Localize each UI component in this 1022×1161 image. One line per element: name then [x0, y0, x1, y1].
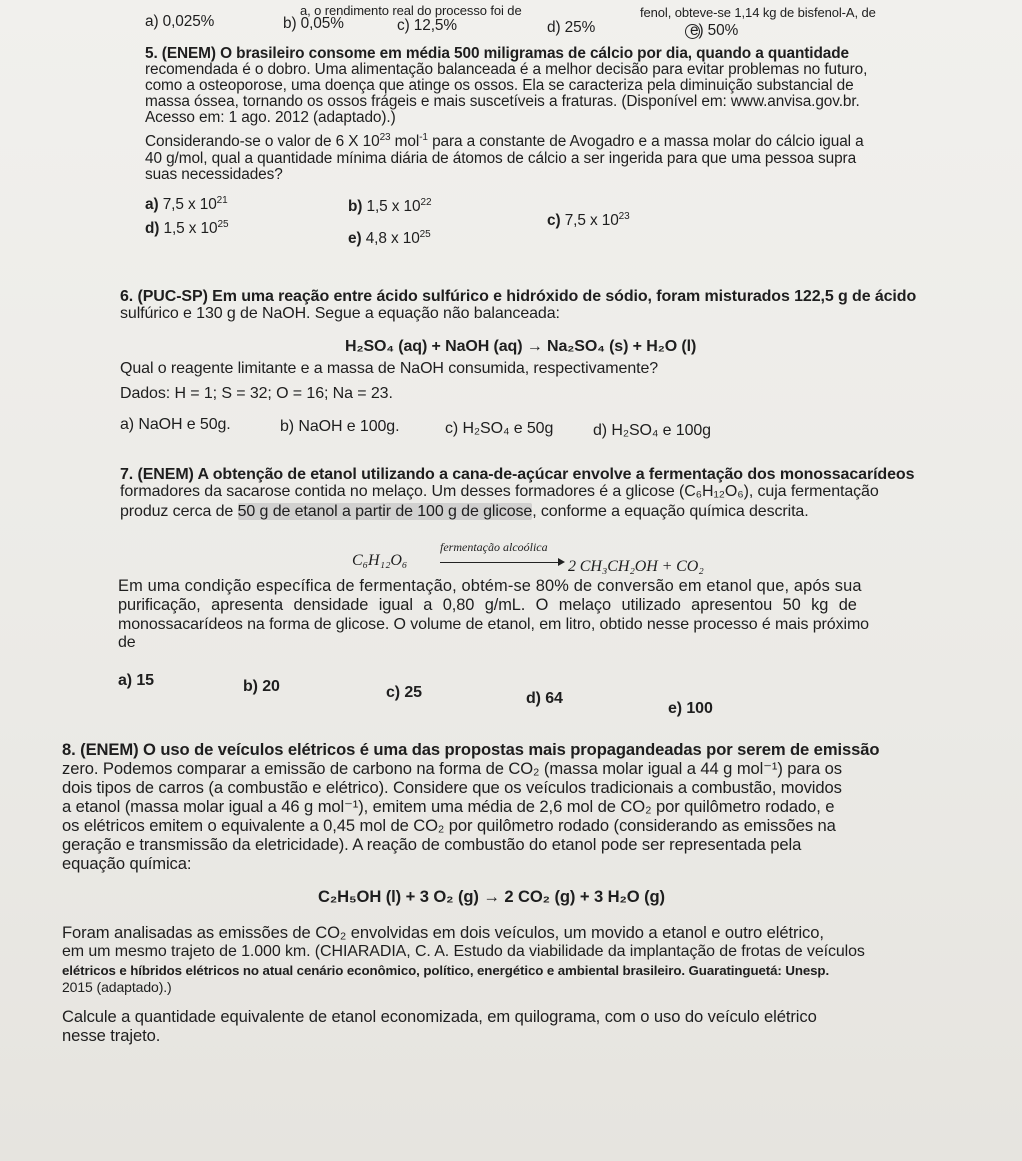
q7-eq-arrowhead: [558, 558, 565, 566]
q5-line-5: Acesso em: 1 ago. 2012 (adaptado).): [145, 109, 396, 126]
prev-option-e: e) 50%: [690, 22, 739, 39]
q5-line-3: como a osteoporose, uma doença que atinge os ossos. Ela se caracteriza pela diminuição substancial de: [145, 77, 854, 94]
q5-line-8: suas necessidades?: [145, 166, 283, 183]
q5-option-a: a) 7,5 x $10^{21}$: [145, 194, 228, 213]
q5-option-e: e) 4,8 x $10^{25}$: [348, 228, 431, 247]
q6-question: Qual o reagente limitante e a massa de NaOH consumida, respectivamente?: [120, 360, 659, 377]
q7-option-b: b) 20: [243, 678, 280, 695]
q8-line-4: a etanol (massa molar igual a 46 g mol⁻¹), emitem uma média de 2,6 mol de CO₂ por quilômetro rodado, e: [62, 797, 835, 816]
q6-option-a: a) NaOH e 50g.: [120, 416, 231, 433]
q7-line-4: Em uma condição específica de fermentação, obtém-se 80% de conversão em etanol que, após sua: [118, 577, 862, 595]
prev-option-c: c) 12,5%: [397, 17, 457, 34]
q5-line-7: 40 g/mol, qual a quantidade mínima diária de átomos de cálcio a ser ingerida para que uma pessoa supra: [145, 150, 857, 167]
previous-question-fragment-right: fenol, obteve-se 1,14 kg de bisfenol-A, de: [640, 5, 876, 20]
q7-eq-arrow-label: fermentação alcoólica: [440, 540, 548, 554]
q7-option-e: e) 100: [668, 700, 713, 717]
q6-option-c: c) H₂SO₄ e 50g: [445, 420, 554, 437]
q5-line-2: recomendada é o dobro. Uma alimentação balanceada é a melhor decisão para evitar problemas no futuro,: [145, 61, 868, 78]
q6-line-2: sulfúrico e 130 g de NaOH. Segue a equação não balanceada:: [120, 305, 560, 322]
q7-highlight: 50 g de etanol a partir de 100 g de glicose: [237, 503, 533, 520]
q7-eq-right: 2 CH₃CH₂OH + CO₂: [568, 558, 704, 575]
previous-question-fragment: a, o rendimento real do processo foi de: [300, 3, 522, 18]
q8-line-6: geração e transmissão da eletricidade). A reação de combustão do etanol pode ser representada pela: [62, 835, 802, 854]
q5-option-b: b) 1,5 x $10^{22}$: [348, 196, 432, 215]
q7-line-6: monossacarídeos na forma de glicose. O volume de etanol, em litro, obtido nesse processo é mais próximo: [118, 616, 869, 633]
q8-line-5: os elétricos emitem o equivalente a 0,45 mol de CO₂ por quilômetro rodado (considerando as emissões na: [62, 816, 836, 835]
q7-line-7: de: [118, 634, 136, 651]
answer-mark-circle: [685, 24, 700, 39]
q5-line-1: 5. (ENEM) O brasileiro consome em média 500 miligramas de cálcio por dia, quando a quantidade: [145, 45, 849, 62]
q5-avogadro-line: Considerando-se o valor de 6 X $10^{23}$ mol$^{-1}$ para a constante de Avogadro e a massa molar do cálcio igual a: [145, 131, 864, 150]
q7-line-5: purificação, apresenta densidade igual a 0,80 g/mL. O melaço utilizado apresentou 50 kg de: [118, 596, 857, 614]
q7-option-c: c) 25: [386, 684, 422, 701]
q7-option-d: d) 64: [526, 690, 563, 707]
prev-option-d: d) 25%: [547, 19, 596, 36]
q6-line-1: 6. (PUC-SP) Em uma reação entre ácido sulfúrico e hidróxido de sódio, foram misturados 122,5 g de ácido: [120, 288, 917, 305]
q7-option-a: a) 15: [118, 672, 154, 689]
q5-line-4: massa óssea, tornando os ossos frágeis e mais suscetíveis a fraturas. (Disponível em: www.anvisa.gov.br.: [145, 93, 860, 110]
q8-line-7: equação química:: [62, 854, 192, 873]
q8-line-1: 8. (ENEM) O uso de veículos elétricos é uma das propostas mais propagandeadas por serem de emissão: [62, 740, 880, 759]
q6-option-d: d) H₂SO₄ e 100g: [593, 422, 711, 439]
q6-equation: H₂SO₄ (aq) + NaOH (aq) → Na₂SO₄ (s) + H₂O (l): [345, 338, 697, 355]
prev-option-b: b) 0,05%: [283, 15, 344, 32]
q8-line-13: nesse trajeto.: [62, 1026, 161, 1045]
q8-line-12: Calcule a quantidade equivalente de etanol economizada, em quilograma, com o uso do veículo elétrico: [62, 1007, 817, 1026]
q8-line-10: elétricos e híbridos elétricos no atual cenário econômico, político, energético e ambiental brasileiro. Guaratinguetá: Unesp.: [62, 963, 830, 978]
q7-line-3: produz cerca de 50 g de etanol a partir de 100 g de glicose, conforme a equação química descrita.: [120, 503, 809, 520]
q8-line-9: em um mesmo trajeto de 1.000 km. (CHIARADIA, C. A. Estudo da viabilidade da implantação de frotas de veículos: [62, 943, 865, 960]
q8-equation: C₂H₅OH (l) + 3 O₂ (g) → 2 CO₂ (g) + 3 H₂O (g): [318, 887, 665, 906]
prev-option-a: a) 0,025%: [145, 13, 215, 30]
q6-dados: Dados: H = 1; S = 32; O = 16; Na = 23.: [120, 385, 393, 402]
q7-line-2: formadores da sacarose contida no melaço. Um desses formadores é a glicose (C₆H₁₂O₆), cuja fermentação: [120, 483, 879, 500]
q8-line-2: zero. Podemos comparar a emissão de carbono na forma de CO₂ (massa molar igual a 44 g mol⁻¹) para os: [62, 759, 842, 778]
q7-eq-left: C₆H₁₂O₆: [352, 552, 408, 569]
q6-option-b: b) NaOH e 100g.: [280, 418, 400, 435]
q7-line-1: 7. (ENEM) A obtenção de etanol utilizando a cana-de-açúcar envolve a fermentação dos monossacarídeos: [120, 466, 915, 483]
q5-option-d: d) 1,5 x $10^{25}$: [145, 218, 229, 237]
q7-eq-arrow: [440, 562, 562, 563]
q8-line-11: 2015 (adaptado).): [62, 979, 172, 995]
q5-option-c: c) 7,5 x $10^{23}$: [547, 210, 630, 229]
q8-line-3: dois tipos de carros (a combustão e elétrico). Considere que os veículos tradicionais a combustão, movidos: [62, 778, 842, 797]
q8-line-8: Foram analisadas as emissões de CO₂ envolvidas em dois veículos, um movido a etanol e outro elétrico,: [62, 923, 824, 942]
